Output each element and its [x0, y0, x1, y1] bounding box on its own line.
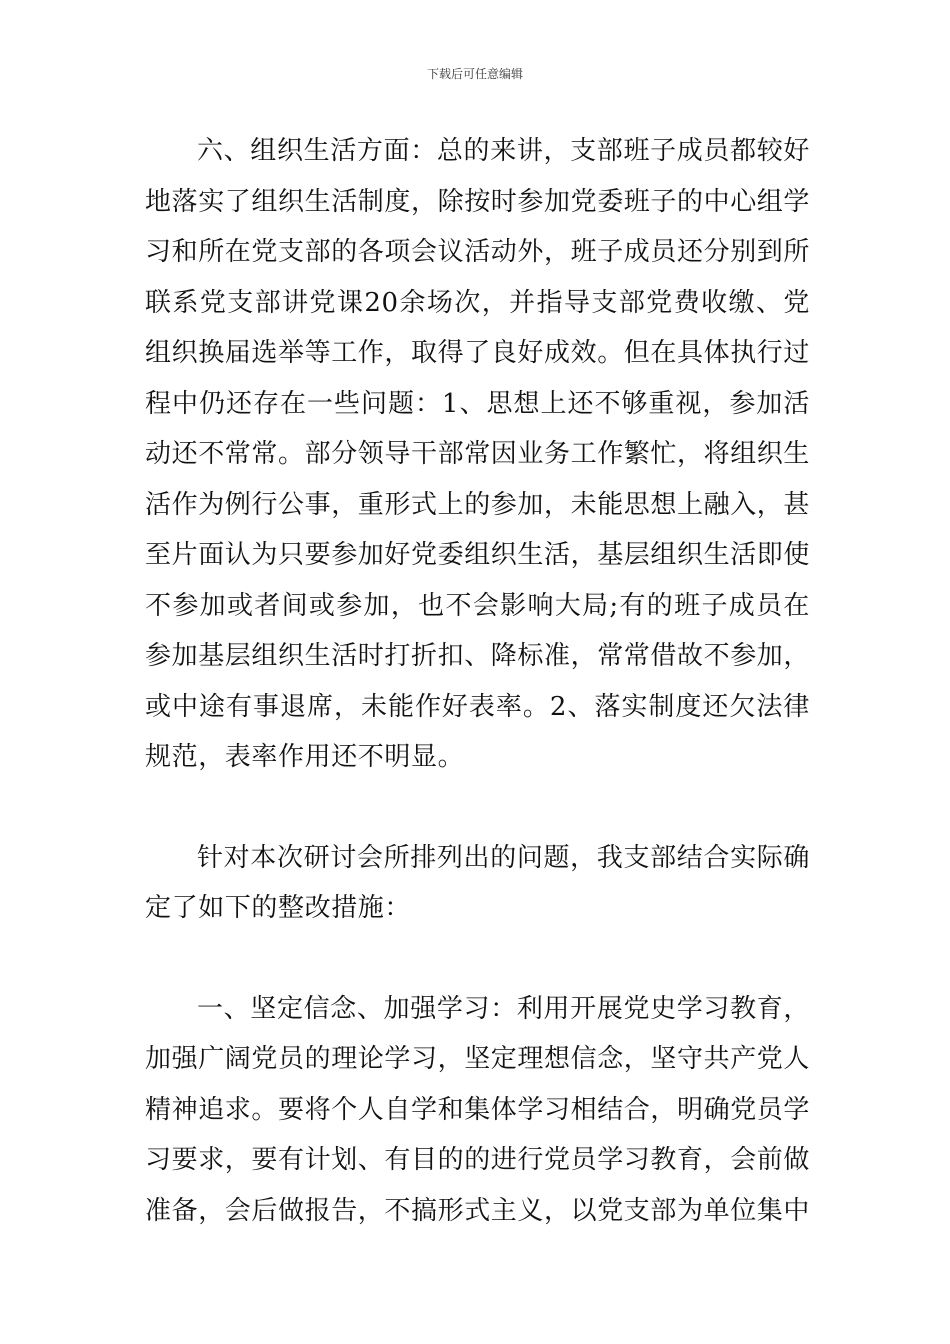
paragraph-measure-one: 一、坚定信念、加强学习：利用开展党史学习教育，加强广阔党员的理论学习，坚定理想信念，坚守共产党人精神追求。要将个人自学和集体学习相结合，明确党员学习要求，要有计划、有目的的进行党员学习教育，会前做准备，会后做报告，不搞形式主义，以党支部为单位集中	[145, 993, 811, 1226]
paragraph-organization-life: 六、组织生活方面：总的来讲，支部班子成员都较好地落实了组织生活制度，除按时参加党委班子的中心组学习和所在党支部的各项会议活动外，班子成员还分别到所联系党支部讲党课20余场次，并指导支部党费收缴、党组织换届选举等工作，取得了良好成效。但在具体执行过程中仍还存在一些问题：1、思想上还不够重视，参加活动还不常常。部分领导干部常因业务工作繁忙，将组织生活作为例行公事，重形式上的参加，未能思想上融入，甚至片面认为只要参加好党委组织生活，基层组织生活即使不参加或者间或参加，也不会影响大局;有的班子成员在参加基层组织生活时打折扣、降标准，常常借故不参加，或中途有事退席，未能作好表率。2、落实制度还欠法律规范，表率作用还不明显。	[145, 136, 811, 772]
document-body	[145, 126, 810, 1236]
page-header-note: 下载后可任意编辑	[426, 67, 523, 81]
paragraph-rectification-intro: 针对本次研讨会所排列出的问题，我支部结合实际确定了如下的整改措施：	[145, 842, 810, 923]
